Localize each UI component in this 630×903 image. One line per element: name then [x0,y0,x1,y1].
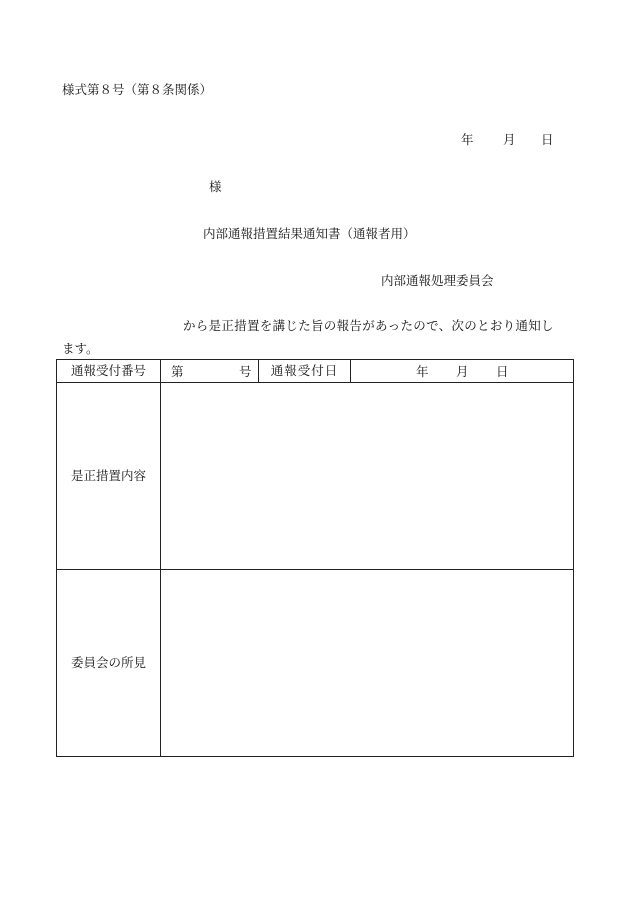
receipt-date-month: 月 [456,364,469,379]
body-text-line-1: から是正措置を講じた旨の報告があったので、次のとおり通知し [183,318,554,333]
committee-opinion-label: 委員会の所見 [57,570,161,757]
table-header-row [57,360,574,383]
document-title: 内部通報措置結果通知書（通報者用） [203,226,416,241]
receipt-number-cell[interactable] [161,360,259,383]
addressee-honorific: 様 [209,179,222,194]
body-text-line-2: ます。 [62,341,99,356]
receipt-date-year: 年 [416,364,429,379]
date-year-label: 年 [461,132,474,147]
table-row [57,383,574,570]
receipt-date-day: 日 [496,364,509,379]
corrective-measures-content[interactable] [161,383,574,570]
receipt-number-label: 通報受付番号 [57,360,161,383]
table-row [57,570,574,757]
corrective-measures-label: 是正措置内容 [57,383,161,570]
receipt-number-suffix: 号 [239,364,252,379]
form-number: 様式第８号（第８条関係） [62,82,213,97]
issuer-name: 内部通報処理委員会 [381,273,494,288]
receipt-date-cell[interactable] [351,360,574,383]
notification-table [56,359,574,757]
receipt-date-label: 通報受付日 [259,360,351,383]
date-day-label: 日 [541,132,554,147]
committee-opinion-content[interactable] [161,570,574,757]
date-month-label: 月 [503,132,516,147]
receipt-number-prefix: 第 [171,364,184,379]
